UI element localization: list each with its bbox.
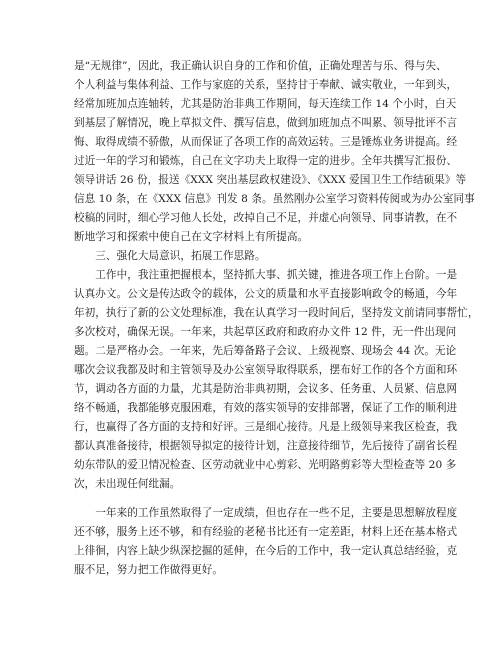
text-line: 到基层了解情况，晚上草拟文件、撰写信息，做到加班加点不叫累、领导批评不言 — [74, 117, 458, 129]
text-line: 节，调动各方面的力量，尤其是防治非典初期，会议多、任务重、人员紧、信息网 — [74, 383, 458, 395]
text-line: 个人利益与集体利益、工作与家庭的关系，坚持甘于奉献、诚实敬业，一年到头， — [74, 79, 458, 91]
text-line: 都认真准备接待，根据领导拟定的接待计划，注意接待细节，先后接待了副省长程 — [74, 440, 458, 452]
text-line: 经常加班加点连轴转，尤其是防治非典工作期间，每天连续工作 14 个小时，白天 — [74, 98, 457, 110]
text-line: 还不够，服务上还不够，和有经验的老秘书比还有一定差距，材料上还在基本格式 — [74, 526, 458, 538]
text-line: 领导讲话 26 份，报送《XXX 突出基层政权建设》、《XXX 爱国卫生工作结硕果》等 — [74, 174, 467, 186]
text-line: 次，未出现任何纰漏。 — [74, 478, 181, 490]
text-line: 认真办文。公文是传达政令的载体，公文的质量和水平直接影响政令的畅通，今年 — [74, 288, 458, 300]
paragraph-work-attitude — [74, 57, 475, 247]
text-line: 悔、取得成绩不骄傲，从而保证了各项工作的高效运转。三是锤炼业务讲提高。经 — [74, 136, 458, 148]
text-line: 一年来的工作虽然取得了一定成绩，但也存在一些不足，主要是思想解放程度 — [74, 507, 458, 519]
text-line: 年初，执行了新的公文处理标准，我在认真学习一段时间后，坚持发文前请同事帮忙， — [74, 307, 479, 319]
text-line: 工作中，我注重把握根本，坚持抓大事、抓关键，推进各项工作上台阶。一是 — [74, 269, 458, 281]
text-line: 信息 10 条，在《XXX 信息》刊发 8 条。虽然刚办公室学习资料传阅或为办公室同事 — [74, 193, 475, 205]
text-line: 上徘徊，内容上缺少纵深挖掘的延伸，在今后的工作中，我一定认真总结经验，克 — [74, 545, 458, 557]
text-line: 校稿的同时，细心学习他人长处，改掉自己不足，并虚心向领导、同事请教，在不 — [74, 212, 458, 224]
text-line: 断地学习和探索中使自己在文字材料上有所提高。 — [74, 231, 309, 243]
section-heading — [74, 247, 430, 266]
text-line: 多次校对，确保无误。一年来，共起草区政府和政府办文件 12 件，无一件出现问 — [74, 326, 457, 338]
text-line: 服不足，努力把工作做得更好。 — [74, 564, 224, 576]
document-page — [74, 57, 479, 580]
text-line: 行，也赢得了各方面的支持和好评。三是细心接待。凡是上级领导来我区检查，我 — [74, 421, 458, 433]
text-line: 是“无规律”，因此，我正确认识自身的工作和价值，正确处理苦与乐、得与失、 — [74, 60, 447, 72]
paragraph-summary — [74, 504, 458, 580]
paragraph-work-ideas — [74, 266, 479, 494]
text-line: 哪次会议我都及时和主管领导及办公室领导取得联系，摆布好工作的各个方面和环 — [74, 364, 458, 376]
text-line: 幼东带队的爱卫情况检查、区劳动就业中心剪彩、光明路剪彩等大型检查等 20 多 — [74, 459, 457, 471]
heading-line: 三、强化大局意识，拓展工作思路。 — [74, 250, 266, 262]
text-line: 过近一年的学习和锻炼，自己在文字功夫上取得一定的进步。全年共撰写汇报份、 — [74, 155, 458, 167]
text-line: 络不畅通，我都能够克服困难，有效的落实领导的安排部署，保证了工作的顺利进 — [74, 402, 458, 414]
text-line: 题。二是严格办会。一年来，先后筹备路子会议、上级视察、现场会 44 次。无论 — [74, 345, 457, 357]
